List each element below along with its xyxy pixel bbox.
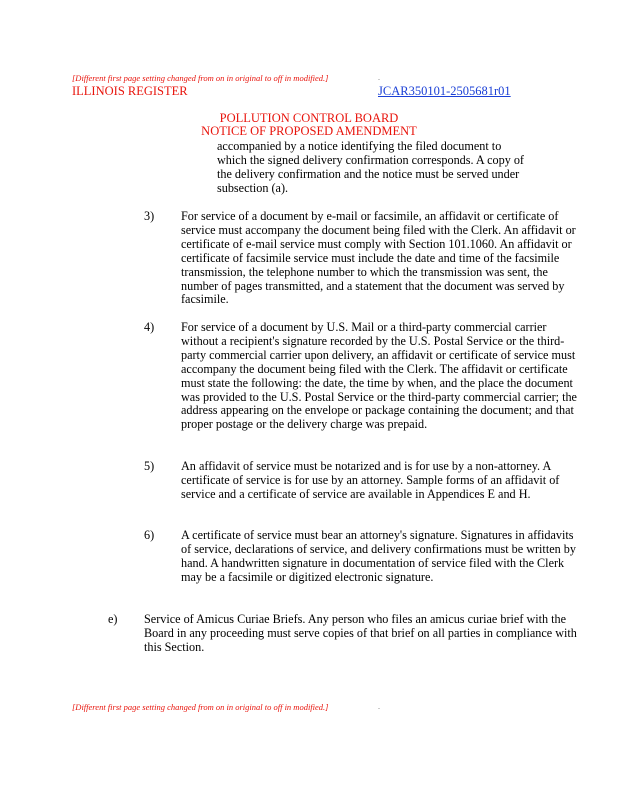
header-dot: . xyxy=(378,73,380,82)
notice-title: NOTICE OF PROPOSED AMENDMENT xyxy=(201,124,417,138)
item-6-text: A certificate of service must bear an attorney's signature. Signatures in affidavits of service, declarations of service, and delivery confirmations must be written by hand. A handwritten signature in documentation of service filed with the Clerk may be a facsimile or digitized electronic signature. xyxy=(181,528,576,584)
item-e-text: Service of Amicus Curiae Briefs. Any person who files an amicus curiae brief with the Board in any proceeding must serve copies of that brief on all parties in compliance with this Section. xyxy=(144,612,577,654)
item-4-number: 4) xyxy=(144,320,155,334)
intro-paragraph: accompanied by a notice identifying the filed document to which the signed delivery confirmation corresponds. A copy of the delivery confirmation and the notice must be served under subsection (a). xyxy=(217,139,524,195)
item-e-number: e) xyxy=(108,612,118,626)
item-6-number: 6) xyxy=(144,528,155,542)
item-5-text: An affidavit of service must be notarized and is for use by a non-attorney. A certificate of service is for use by an attorney. Sample forms of an affidavit of service and a certificate of service are available in Appendices E and H. xyxy=(181,459,560,501)
code-reference-link[interactable]: JCAR350101-2505681r01 xyxy=(378,84,511,98)
item-4-text: For service of a document by U.S. Mail or a third-party commercial carrier without a recipient's signature recorded by the U.S. Postal Service or the third-party commercial carrier upon delivery, an affidavit or certificate of service must accompany the document being filed with the Clerk. The affidavit or certificate must state the following: the date, the time by when, and the place the document was provided to the U.S. Postal Service or the third-party commercial carrier; the address appearing on the envelope or package containing the document; and that proper postage or the delivery charge was prepaid. xyxy=(181,320,577,432)
item-3-number: 3) xyxy=(144,209,155,223)
item-5-number: 5) xyxy=(144,459,155,473)
board-title: POLLUTION CONTROL BOARD xyxy=(219,111,399,125)
footer-dot: . xyxy=(378,702,380,711)
register-title: ILLINOIS REGISTER xyxy=(72,84,188,98)
item-3-text: For service of a document by e-mail or facsimile, an affidavit or certificate of service must accompany the document being filed with the Clerk. An affidavit or certificate of e-mail service must comply with Section 101.1060. An affidavit or certificate of facsimile service must include the date and time of the facsimile transmission, the telephone number to which the transmission was sent, the number of pages transmitted, and a statement that the document was served by facsimile. xyxy=(181,209,576,307)
page-setting-note-top: [Different first page setting changed from on in original to off in modified.] xyxy=(72,73,329,83)
page-setting-note-bottom: [Different first page setting changed from on in original to off in modified.] xyxy=(72,702,329,712)
